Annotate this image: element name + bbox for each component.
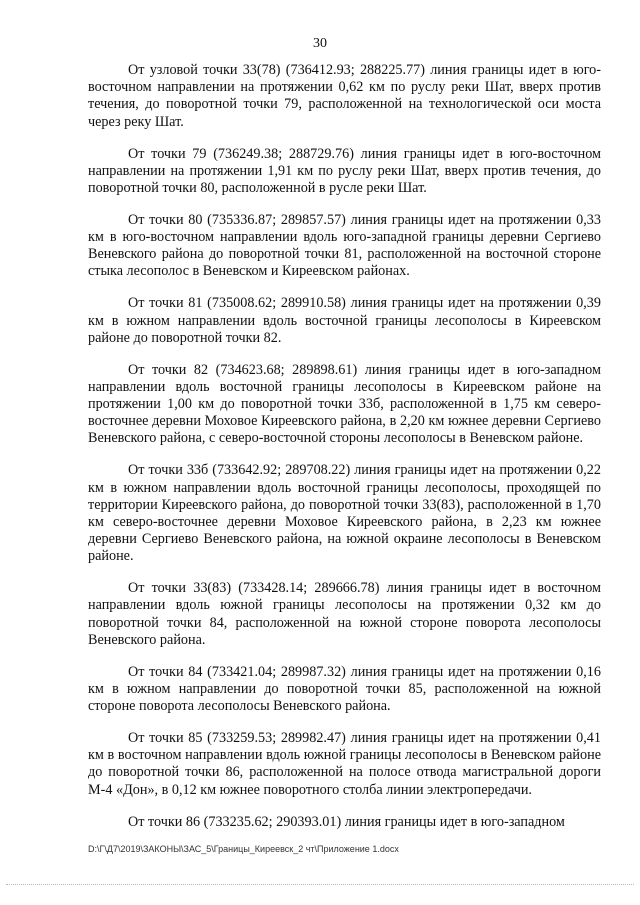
page-number: 30: [313, 36, 327, 51]
paragraph-10: От точки 86 (733235.62; 290393.01) линия границы идет в юго-западном: [128, 813, 565, 830]
paragraph-7: От точки 33(83) (733428.14; 289666.78) линия границы идет в восточном направлении вдоль южной границы лесополосы на протяжении 0,32 км до поворотной точки 84, расположенной на южной стороне поворота лесополосы Веневского района.: [88, 580, 601, 648]
paragraph-2: От точки 79 (736249.38; 288729.76) линия границы идет в юго-восточном направлении на протяжении 1,91 км по руслу реки Шат, вверх против течения, до поворотной точки 80, расположенной в русле реки Шат.: [88, 145, 601, 196]
scan-edge-line: [6, 884, 634, 885]
footer-file-path: D:\Г\Д7\2019\ЗАКОНЫ\ЗАС_5\Границы_Киреевск_2 чт\Приложение 1.docx: [88, 844, 399, 854]
paragraph-4: От точки 81 (735008.62; 289910.58) линия границы идет на протяжении 0,39 км в южном направлении вдоль восточной границы лесополосы в Киреевском районе до поворотной точки 82.: [88, 295, 601, 346]
paragraph-5: От точки 82 (734623.68; 289898.61) линия границы идет в юго-западном направлении вдоль восточной границы лесополосы в Киреевском районе на протяжении 1,00 км до поворотной точки 33б, расположенной в 1,75 км северо-восточнее деревни Моховое Киреевского района, в 2,20 км южнее деревни Сергиево Веневского района, с северо-восточной стороны лесополосы в Веневском районе.: [88, 361, 601, 447]
paragraph-8: От точки 84 (733421.04; 289987.32) линия границы идет на протяжении 0,16 км в южном направлении до поворотной точки 85, расположенной на южной стороне поворота лесополосы Веневского района.: [88, 663, 601, 715]
document-body: [88, 62, 601, 845]
paragraph-1: От узловой точки 33(78) (736412.93; 288225.77) линия границы идет в юго-восточном направлении на протяжении 0,62 км по руслу реки Шат, вверх против течения, до поворотной точки 79, расположенной на технологической оси моста через реку Шат.: [88, 62, 601, 130]
paragraph-9: От точки 85 (733259.53; 289982.47) линия границы идет на протяжении 0,41 км в восточном направлении вдоль южной границы лесополосы в Веневском районе до поворотной точки 86, расположенной на полосе отвода магистральной дороги М-4 «Дон», в 0,12 км южнее поворотного столба линии электропередачи.: [88, 730, 601, 798]
paragraph-3: От точки 80 (735336.87; 289857.57) линия границы идет на протяжении 0,33 км в юго-восточном направлении вдоль юго-западной границы деревни Сергиево Веневского района до поворотной точки 81, расположенной на восточной стороне стыка лесополос в Веневском и Киреевском районах.: [88, 211, 601, 280]
paragraph-6: От точки 33б (733642.92; 289708.22) линия границы идет на протяжении 0,22 км в южном направлении вдоль восточной границы лесополосы, проходящей по территории Киреевского района, до поворотной точки 33(83), расположенной в 1,70 км северо-восточнее деревни Моховое Киреевского района, в 2,23 км южнее деревни Сергиево Веневского района, на южной окраине лесополосы в Веневском районе.: [88, 462, 601, 565]
